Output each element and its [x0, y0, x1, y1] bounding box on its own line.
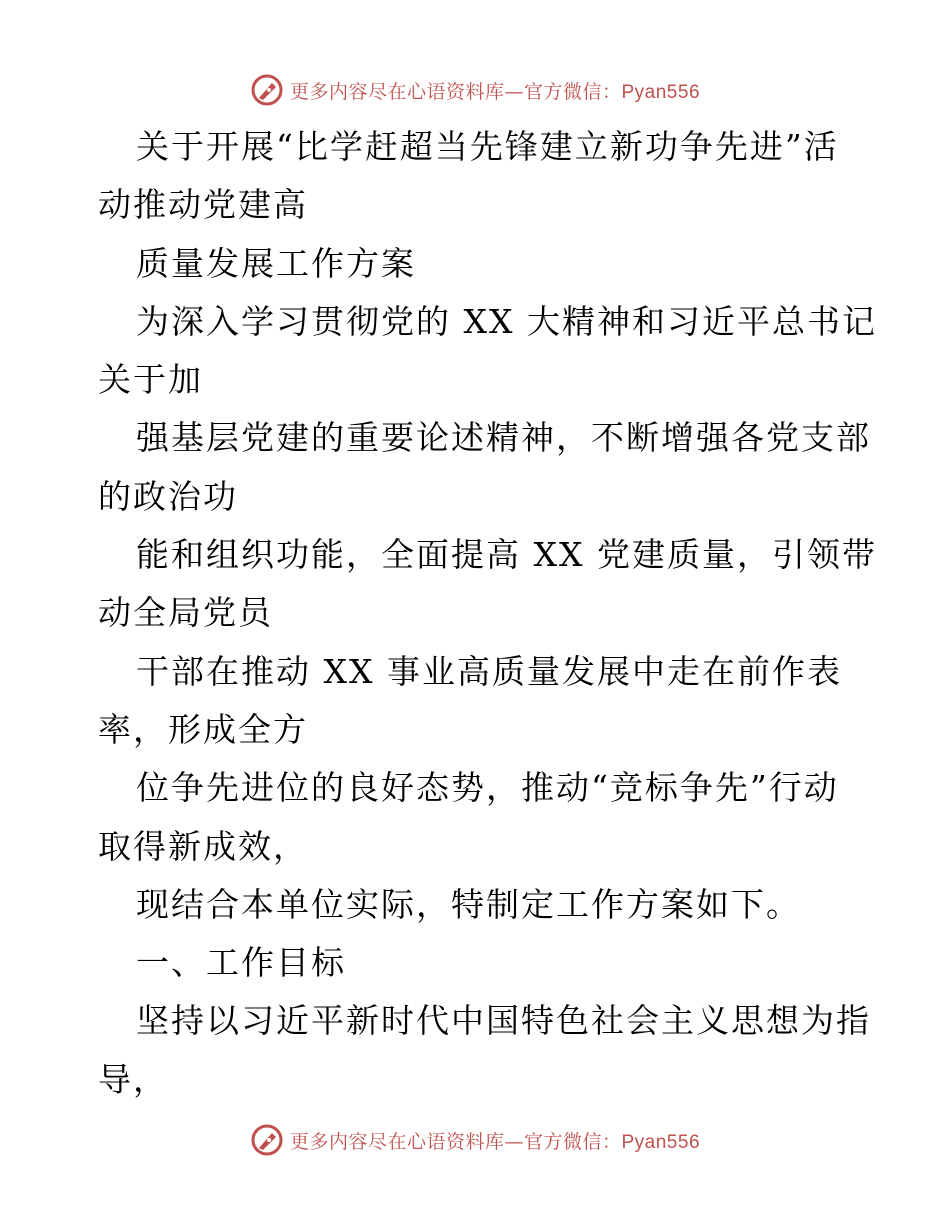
text-line: 位争先进位的良好态势，推动“竞标争先”行动 [136, 768, 839, 808]
text-line: 强基层党建的重要论述精神，不断增强各党支部 [136, 418, 871, 458]
text-line: 关于加 [98, 360, 203, 400]
text-line: 能和组织功能，全面提高 XX 党建质量，引领带 [136, 535, 877, 575]
text-line: 干部在推动 XX 事业高质量发展中走在前作表 [136, 651, 842, 691]
text-line: 导， [98, 1059, 168, 1099]
pen-nib-circle-icon [250, 1123, 284, 1157]
text-line: 现结合本单位实际，特制定工作方案如下。 [136, 884, 801, 924]
wechat-id: Pyan556 [621, 1131, 701, 1153]
pen-nib-circle-icon [250, 73, 284, 107]
text-line: 一、工作目标 [136, 943, 346, 983]
text-line: 为深入学习贯彻党的 XX 大精神和习近平总书记 [136, 301, 877, 341]
text-line: 动全局党员 [98, 593, 273, 633]
text-line: 的政治功 [98, 476, 238, 516]
text-line: 关于开展“比学赶超当先锋建立新功争先进”活 [136, 127, 839, 166]
header-watermark-banner [0, 72, 950, 108]
text-line: 动推动党建高 [98, 185, 308, 225]
wechat-id: Pyan556 [621, 81, 701, 103]
footer-watermark-banner [0, 1122, 950, 1158]
text-line: 坚持以习近平新时代中国特色社会主义思想为指 [136, 1001, 871, 1041]
watermark-text: 更多内容尽在心语资料库—官方微信：Pyan556 [289, 80, 701, 103]
text-line: 质量发展工作方案 [136, 243, 416, 283]
text-line: 取得新成效， [98, 826, 308, 866]
watermark-text: 更多内容尽在心语资料库—官方微信：Pyan556 [289, 1130, 701, 1153]
document-body [98, 118, 877, 1109]
text-line: 率，形成全方 [98, 709, 308, 749]
